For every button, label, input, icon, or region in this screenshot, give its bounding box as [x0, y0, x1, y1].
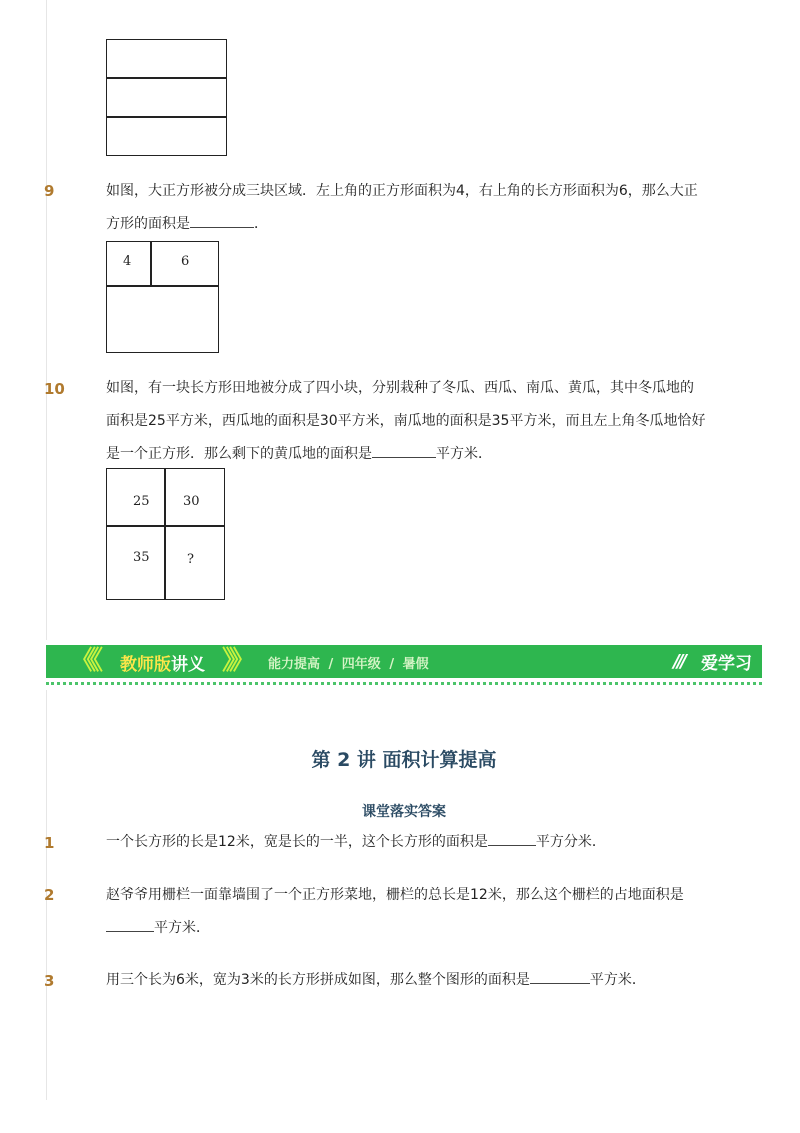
banner-dotted-divider	[46, 682, 762, 685]
question-number: 9	[44, 182, 55, 200]
question-text-before-blank: 方形的面积是	[106, 216, 190, 232]
question-line: 如图，有一块长方形田地被分成了四小块，分别栽种了冬瓜、西瓜、南瓜、黄瓜，其中冬瓜地的	[106, 380, 694, 396]
figure-divider	[150, 242, 152, 286]
answer-blank[interactable]	[372, 443, 436, 458]
question-line	[106, 208, 726, 241]
question-line	[106, 912, 726, 945]
question-text-after-blank: 平方米．	[154, 920, 210, 936]
answer-blank[interactable]	[488, 831, 536, 846]
question-text-before-blank: 用三个长为6米，宽为3米的长方形拼成如图，那么整个图形的面积是	[106, 972, 530, 988]
page-title: 第 2 讲 面积计算提高	[311, 749, 497, 771]
banner-title-main: 教师版	[120, 655, 171, 675]
question-text	[106, 372, 726, 471]
chevron-left-icon: 《《	[70, 646, 98, 676]
question-text-after-blank: ．	[254, 216, 268, 232]
field-grid-figure	[106, 468, 225, 600]
figure-divider	[107, 525, 224, 527]
question-text	[106, 879, 726, 945]
figure-label: 35	[133, 550, 150, 565]
question-line: 赵爷爷用栅栏一面靠墙围了一个正方形菜地，栅栏的总长是12米，那么这个栅栏的占地面积是	[106, 887, 684, 903]
question-number: 10	[44, 380, 65, 398]
breadcrumb: 能力提高 / 四年级 / 暑假	[268, 657, 429, 672]
question-line: 面积是25平方米，西瓜地的面积是30平方米，南瓜地的面积是35平方米，而且左上角冬瓜地恰好	[106, 413, 706, 429]
figure-divider	[107, 116, 226, 118]
stacked-rectangles-figure	[106, 39, 227, 156]
question-line	[106, 826, 726, 859]
brand-logo-text: 爱学习	[701, 654, 752, 674]
figure-label: 4	[123, 254, 132, 269]
question-line	[106, 438, 726, 471]
question-line: 如图，大正方形被分成三块区域．左上角的正方形面积为4，右上角的长方形面积为6，那么大正	[106, 183, 698, 199]
question-text	[106, 964, 726, 997]
left-margin-line	[46, 0, 47, 640]
answer-blank[interactable]	[106, 917, 154, 932]
question-line	[106, 964, 726, 997]
question-number: 2	[44, 886, 55, 904]
answer-blank[interactable]	[190, 213, 254, 228]
question-text-after-blank: 平方米．	[589, 972, 646, 988]
figure-label: 30	[183, 494, 200, 509]
section-title: 课堂落实答案	[362, 804, 446, 820]
question-text-after-blank: 平方米．	[436, 446, 492, 462]
banner-title-sub: 讲义	[171, 655, 205, 675]
question-text	[106, 826, 726, 859]
question-number: 3	[44, 972, 55, 990]
figure-label: ?	[187, 552, 194, 567]
figure-divider	[107, 77, 226, 79]
question-text	[106, 175, 726, 241]
question-text-before-blank: 是一个正方形．那么剩下的黄瓜地的面积是	[106, 446, 372, 462]
square-area-figure	[106, 241, 219, 353]
chevron-right-icon: 》》	[222, 646, 250, 676]
question-number: 1	[44, 834, 55, 852]
answer-blank[interactable]	[530, 969, 590, 984]
banner-title	[120, 650, 205, 675]
figure-divider	[107, 285, 218, 287]
figure-label: 6	[181, 254, 190, 269]
brand-logo-icon: ///	[673, 651, 684, 672]
question-text-after-blank: 平方分米．	[535, 834, 606, 850]
question-text-before-blank: 一个长方形的长是12米，宽是长的一半，这个长方形的面积是	[106, 834, 488, 850]
figure-label: 25	[133, 494, 150, 509]
header-banner	[46, 645, 762, 678]
figure-divider	[164, 469, 166, 599]
